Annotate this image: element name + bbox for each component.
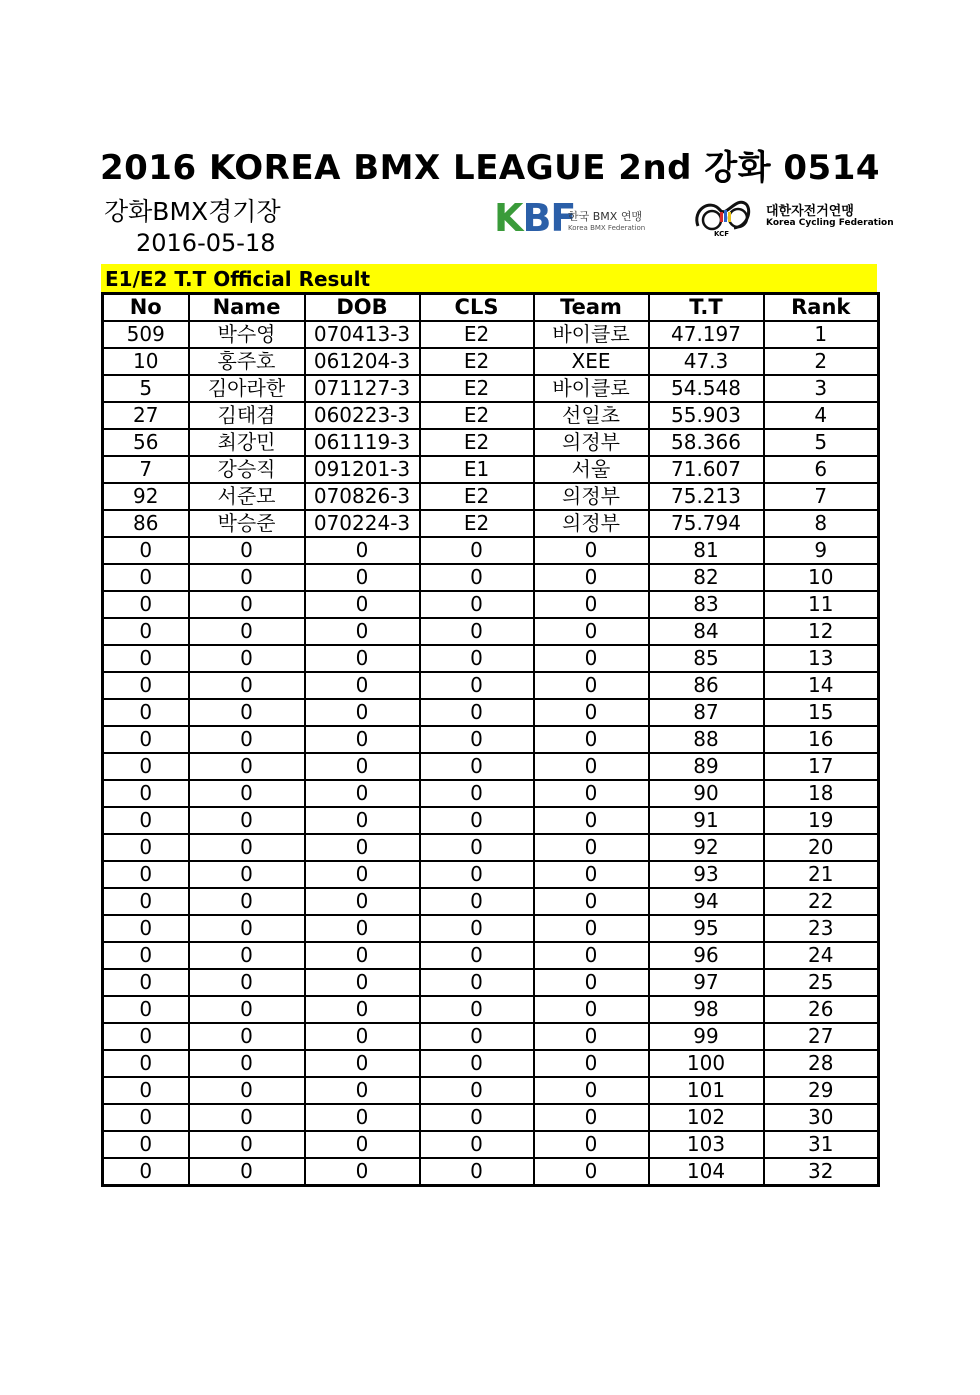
cell-rank: 18 — [764, 780, 879, 807]
cell-cls: 0 — [420, 699, 534, 726]
table-row — [103, 645, 879, 672]
cell-team: 의정부 — [534, 483, 649, 510]
cell-team: 0 — [534, 1158, 649, 1186]
column-header-rank: Rank — [764, 294, 879, 322]
event-date: 2016-05-18 — [136, 229, 276, 257]
cell-no: 0 — [103, 537, 189, 564]
cell-rank: 15 — [764, 699, 879, 726]
cell-cls: 0 — [420, 618, 534, 645]
cell-tt: 100 — [649, 1050, 764, 1077]
table-row — [103, 537, 879, 564]
cell-cls: 0 — [420, 1050, 534, 1077]
cell-dob: 0 — [305, 591, 420, 618]
kbf-logo-letters: KBF — [494, 196, 576, 240]
cell-tt: 93 — [649, 861, 764, 888]
cell-no: 0 — [103, 888, 189, 915]
cell-dob: 0 — [305, 618, 420, 645]
cell-name: 0 — [189, 1050, 305, 1077]
cell-cls: E2 — [420, 321, 534, 348]
cell-team: XEE — [534, 348, 649, 375]
kcf-mark-text: KCF — [714, 230, 730, 238]
cell-name: 0 — [189, 1023, 305, 1050]
cell-rank: 2 — [764, 348, 879, 375]
table-row — [103, 969, 879, 996]
column-header-name: Name — [189, 294, 305, 322]
cell-team: 의정부 — [534, 510, 649, 537]
cell-dob: 071127-3 — [305, 375, 420, 402]
cell-rank: 26 — [764, 996, 879, 1023]
cell-cls: E2 — [420, 483, 534, 510]
cell-dob: 061119-3 — [305, 429, 420, 456]
cell-tt: 96 — [649, 942, 764, 969]
cell-no: 0 — [103, 564, 189, 591]
cell-rank: 14 — [764, 672, 879, 699]
cell-team: 0 — [534, 753, 649, 780]
cell-name: 박수영 — [189, 321, 305, 348]
table-row — [103, 1023, 879, 1050]
cell-tt: 102 — [649, 1104, 764, 1131]
cell-name: 최강민 — [189, 429, 305, 456]
cell-no: 0 — [103, 672, 189, 699]
cell-dob: 060223-3 — [305, 402, 420, 429]
table-row — [103, 807, 879, 834]
cell-no: 0 — [103, 645, 189, 672]
cell-name: 0 — [189, 618, 305, 645]
cell-no: 10 — [103, 348, 189, 375]
cell-dob: 0 — [305, 915, 420, 942]
cell-name: 0 — [189, 996, 305, 1023]
cell-name: 0 — [189, 591, 305, 618]
cell-no: 0 — [103, 1104, 189, 1131]
cell-team: 0 — [534, 537, 649, 564]
cell-tt: 83 — [649, 591, 764, 618]
cell-cls: 0 — [420, 861, 534, 888]
table-header-row — [103, 294, 879, 322]
cell-cls: E1 — [420, 456, 534, 483]
table-row — [103, 996, 879, 1023]
cell-no: 0 — [103, 996, 189, 1023]
table-row — [103, 672, 879, 699]
table-row — [103, 1050, 879, 1077]
cell-team: 0 — [534, 807, 649, 834]
cell-team: 0 — [534, 672, 649, 699]
cell-team: 0 — [534, 888, 649, 915]
cell-team: 0 — [534, 1023, 649, 1050]
cell-name: 강승직 — [189, 456, 305, 483]
cell-dob: 0 — [305, 672, 420, 699]
cell-no: 7 — [103, 456, 189, 483]
column-header-dob: DOB — [305, 294, 420, 322]
cell-dob: 061204-3 — [305, 348, 420, 375]
cell-team: 0 — [534, 1077, 649, 1104]
cell-rank: 23 — [764, 915, 879, 942]
cell-no: 0 — [103, 1050, 189, 1077]
cell-tt: 89 — [649, 753, 764, 780]
cell-cls: 0 — [420, 753, 534, 780]
cell-cls: 0 — [420, 645, 534, 672]
cell-no: 0 — [103, 591, 189, 618]
cell-rank: 21 — [764, 861, 879, 888]
cell-cls: 0 — [420, 1104, 534, 1131]
cell-tt: 55.903 — [649, 402, 764, 429]
cell-no: 0 — [103, 1131, 189, 1158]
cell-dob: 0 — [305, 564, 420, 591]
cell-no: 0 — [103, 942, 189, 969]
cell-name: 김태겸 — [189, 402, 305, 429]
table-row — [103, 861, 879, 888]
cell-name: 0 — [189, 537, 305, 564]
cell-no: 0 — [103, 834, 189, 861]
cell-dob: 0 — [305, 1158, 420, 1186]
cell-team: 바이클로 — [534, 375, 649, 402]
cell-tt: 94 — [649, 888, 764, 915]
cell-rank: 11 — [764, 591, 879, 618]
cell-no: 27 — [103, 402, 189, 429]
cell-name: 김아라한 — [189, 375, 305, 402]
cell-dob: 0 — [305, 942, 420, 969]
cell-team: 선일초 — [534, 402, 649, 429]
cell-cls: 0 — [420, 996, 534, 1023]
cell-cls: 0 — [420, 888, 534, 915]
cell-rank: 3 — [764, 375, 879, 402]
cell-cls: 0 — [420, 1023, 534, 1050]
cell-rank: 9 — [764, 537, 879, 564]
cell-name: 0 — [189, 807, 305, 834]
table-row — [103, 888, 879, 915]
cell-tt: 54.548 — [649, 375, 764, 402]
cell-no: 86 — [103, 510, 189, 537]
cell-name: 0 — [189, 1104, 305, 1131]
cell-cls: 0 — [420, 1158, 534, 1186]
cell-name: 0 — [189, 915, 305, 942]
cell-dob: 0 — [305, 969, 420, 996]
cell-no: 0 — [103, 618, 189, 645]
cell-name: 0 — [189, 780, 305, 807]
cell-name: 0 — [189, 1077, 305, 1104]
cell-dob: 0 — [305, 753, 420, 780]
cell-team: 0 — [534, 942, 649, 969]
cell-tt: 88 — [649, 726, 764, 753]
cell-tt: 99 — [649, 1023, 764, 1050]
cell-tt: 86 — [649, 672, 764, 699]
cell-rank: 28 — [764, 1050, 879, 1077]
cell-tt: 75.794 — [649, 510, 764, 537]
table-row — [103, 915, 879, 942]
table-row — [103, 564, 879, 591]
cell-dob: 070826-3 — [305, 483, 420, 510]
kbf-logo-english: Korea BMX Federation — [568, 224, 646, 232]
cell-name: 0 — [189, 699, 305, 726]
cell-dob: 0 — [305, 1104, 420, 1131]
cell-rank: 1 — [764, 321, 879, 348]
cell-rank: 24 — [764, 942, 879, 969]
table-row — [103, 834, 879, 861]
cell-cls: E2 — [420, 375, 534, 402]
cell-team: 0 — [534, 780, 649, 807]
cell-team: 0 — [534, 1131, 649, 1158]
page-title: 2016 KOREA BMX LEAGUE 2nd 강화 0514 — [99, 148, 881, 188]
cell-name: 0 — [189, 726, 305, 753]
table-row — [103, 456, 879, 483]
cell-cls: 0 — [420, 780, 534, 807]
table-row — [103, 510, 879, 537]
table-row — [103, 1077, 879, 1104]
cell-dob: 0 — [305, 888, 420, 915]
table-row — [103, 618, 879, 645]
cell-rank: 6 — [764, 456, 879, 483]
cell-tt: 58.366 — [649, 429, 764, 456]
cell-rank: 4 — [764, 402, 879, 429]
table-row — [103, 753, 879, 780]
column-header-team: Team — [534, 294, 649, 322]
cell-name: 0 — [189, 969, 305, 996]
cell-dob: 0 — [305, 699, 420, 726]
cell-tt: 75.213 — [649, 483, 764, 510]
cell-no: 92 — [103, 483, 189, 510]
cell-team: 0 — [534, 699, 649, 726]
cell-tt: 104 — [649, 1158, 764, 1186]
kcf-logo-korean: 대한자전거연맹 — [766, 204, 854, 219]
table-row — [103, 726, 879, 753]
cell-tt: 103 — [649, 1131, 764, 1158]
cell-dob: 0 — [305, 834, 420, 861]
cell-dob: 070224-3 — [305, 510, 420, 537]
cell-dob: 0 — [305, 1131, 420, 1158]
cell-tt: 90 — [649, 780, 764, 807]
cell-dob: 0 — [305, 861, 420, 888]
cell-rank: 13 — [764, 645, 879, 672]
cell-rank: 29 — [764, 1077, 879, 1104]
cell-tt: 82 — [649, 564, 764, 591]
cell-cls: 0 — [420, 537, 534, 564]
cell-name: 0 — [189, 834, 305, 861]
cell-team: 0 — [534, 618, 649, 645]
cell-team: 0 — [534, 861, 649, 888]
cell-name: 0 — [189, 753, 305, 780]
cell-name: 0 — [189, 672, 305, 699]
table-row — [103, 1158, 879, 1186]
cell-team: 0 — [534, 726, 649, 753]
table-row — [103, 942, 879, 969]
cell-tt: 98 — [649, 996, 764, 1023]
column-header-no: No — [103, 294, 189, 322]
cell-rank: 12 — [764, 618, 879, 645]
cell-cls: 0 — [420, 1077, 534, 1104]
cell-no: 0 — [103, 861, 189, 888]
cell-dob: 0 — [305, 1077, 420, 1104]
cell-team: 바이클로 — [534, 321, 649, 348]
cell-tt: 71.607 — [649, 456, 764, 483]
cell-name: 0 — [189, 645, 305, 672]
cell-name: 0 — [189, 888, 305, 915]
cell-cls: 0 — [420, 807, 534, 834]
cell-team: 0 — [534, 564, 649, 591]
cell-no: 0 — [103, 1023, 189, 1050]
cell-rank: 20 — [764, 834, 879, 861]
kcf-logo — [690, 190, 894, 242]
cell-dob: 091201-3 — [305, 456, 420, 483]
cell-cls: 0 — [420, 1131, 534, 1158]
cell-rank: 19 — [764, 807, 879, 834]
cell-name: 0 — [189, 861, 305, 888]
cell-cls: 0 — [420, 969, 534, 996]
cell-tt: 84 — [649, 618, 764, 645]
cell-name: 0 — [189, 942, 305, 969]
cell-tt: 47.197 — [649, 321, 764, 348]
cell-team: 0 — [534, 1050, 649, 1077]
table-row — [103, 1131, 879, 1158]
cell-dob: 0 — [305, 1023, 420, 1050]
cell-cls: E2 — [420, 510, 534, 537]
cell-cls: 0 — [420, 915, 534, 942]
cell-cls: 0 — [420, 672, 534, 699]
cell-dob: 0 — [305, 780, 420, 807]
cell-cls: 0 — [420, 726, 534, 753]
cell-rank: 16 — [764, 726, 879, 753]
table-row — [103, 429, 879, 456]
cell-tt: 47.3 — [649, 348, 764, 375]
cell-team: 0 — [534, 969, 649, 996]
table-row — [103, 483, 879, 510]
cell-dob: 070413-3 — [305, 321, 420, 348]
cell-name: 박승준 — [189, 510, 305, 537]
cell-name: 0 — [189, 1131, 305, 1158]
cell-no: 56 — [103, 429, 189, 456]
cell-tt: 97 — [649, 969, 764, 996]
table-row — [103, 402, 879, 429]
cell-tt: 81 — [649, 537, 764, 564]
cell-no: 509 — [103, 321, 189, 348]
cell-rank: 31 — [764, 1131, 879, 1158]
cell-tt: 101 — [649, 1077, 764, 1104]
cell-rank: 17 — [764, 753, 879, 780]
column-header-tt: T.T — [649, 294, 764, 322]
table-row — [103, 348, 879, 375]
cell-no: 5 — [103, 375, 189, 402]
cell-name: 홍주호 — [189, 348, 305, 375]
cell-rank: 30 — [764, 1104, 879, 1131]
venue-name: 강화BMX경기장 — [104, 197, 281, 226]
cell-cls: 0 — [420, 591, 534, 618]
cell-no: 0 — [103, 807, 189, 834]
cell-rank: 22 — [764, 888, 879, 915]
table-row — [103, 1104, 879, 1131]
cell-team: 0 — [534, 996, 649, 1023]
cell-rank: 27 — [764, 1023, 879, 1050]
cell-no: 0 — [103, 1158, 189, 1186]
kbf-logo — [494, 196, 644, 240]
cell-no: 0 — [103, 780, 189, 807]
cell-team: 0 — [534, 915, 649, 942]
cell-no: 0 — [103, 1077, 189, 1104]
cell-rank: 8 — [764, 510, 879, 537]
cell-rank: 25 — [764, 969, 879, 996]
cell-cls: 0 — [420, 564, 534, 591]
column-header-cls: CLS — [420, 294, 534, 322]
cell-cls: E2 — [420, 402, 534, 429]
cell-team: 0 — [534, 834, 649, 861]
cell-name: 0 — [189, 1158, 305, 1186]
table-row — [103, 780, 879, 807]
cell-dob: 0 — [305, 645, 420, 672]
cell-cls: 0 — [420, 834, 534, 861]
cell-team: 0 — [534, 645, 649, 672]
cell-team: 0 — [534, 591, 649, 618]
cell-name: 0 — [189, 564, 305, 591]
cell-tt: 91 — [649, 807, 764, 834]
cell-tt: 85 — [649, 645, 764, 672]
cell-no: 0 — [103, 753, 189, 780]
cell-no: 0 — [103, 699, 189, 726]
cell-rank: 32 — [764, 1158, 879, 1186]
table-row — [103, 321, 879, 348]
cell-dob: 0 — [305, 537, 420, 564]
cell-cls: 0 — [420, 942, 534, 969]
cell-team: 의정부 — [534, 429, 649, 456]
kcf-logo-english: Korea Cycling Federation — [766, 218, 894, 228]
cell-no: 0 — [103, 915, 189, 942]
cell-cls: E2 — [420, 429, 534, 456]
cell-no: 0 — [103, 969, 189, 996]
table-row — [103, 591, 879, 618]
cell-rank: 5 — [764, 429, 879, 456]
cell-team: 서울 — [534, 456, 649, 483]
result-banner: E1/E2 T.T Official Result — [101, 264, 877, 292]
cell-tt: 92 — [649, 834, 764, 861]
cell-cls: E2 — [420, 348, 534, 375]
kbf-logo-korean: 한국 BMX 연맹 — [568, 210, 643, 223]
results-table — [101, 292, 880, 1187]
cell-team: 0 — [534, 1104, 649, 1131]
cell-dob: 0 — [305, 726, 420, 753]
cell-dob: 0 — [305, 996, 420, 1023]
table-row — [103, 699, 879, 726]
cell-no: 0 — [103, 726, 189, 753]
cell-dob: 0 — [305, 807, 420, 834]
cell-name: 서준모 — [189, 483, 305, 510]
cell-tt: 95 — [649, 915, 764, 942]
table-row — [103, 375, 879, 402]
cell-dob: 0 — [305, 1050, 420, 1077]
cell-tt: 87 — [649, 699, 764, 726]
cell-rank: 10 — [764, 564, 879, 591]
cell-rank: 7 — [764, 483, 879, 510]
